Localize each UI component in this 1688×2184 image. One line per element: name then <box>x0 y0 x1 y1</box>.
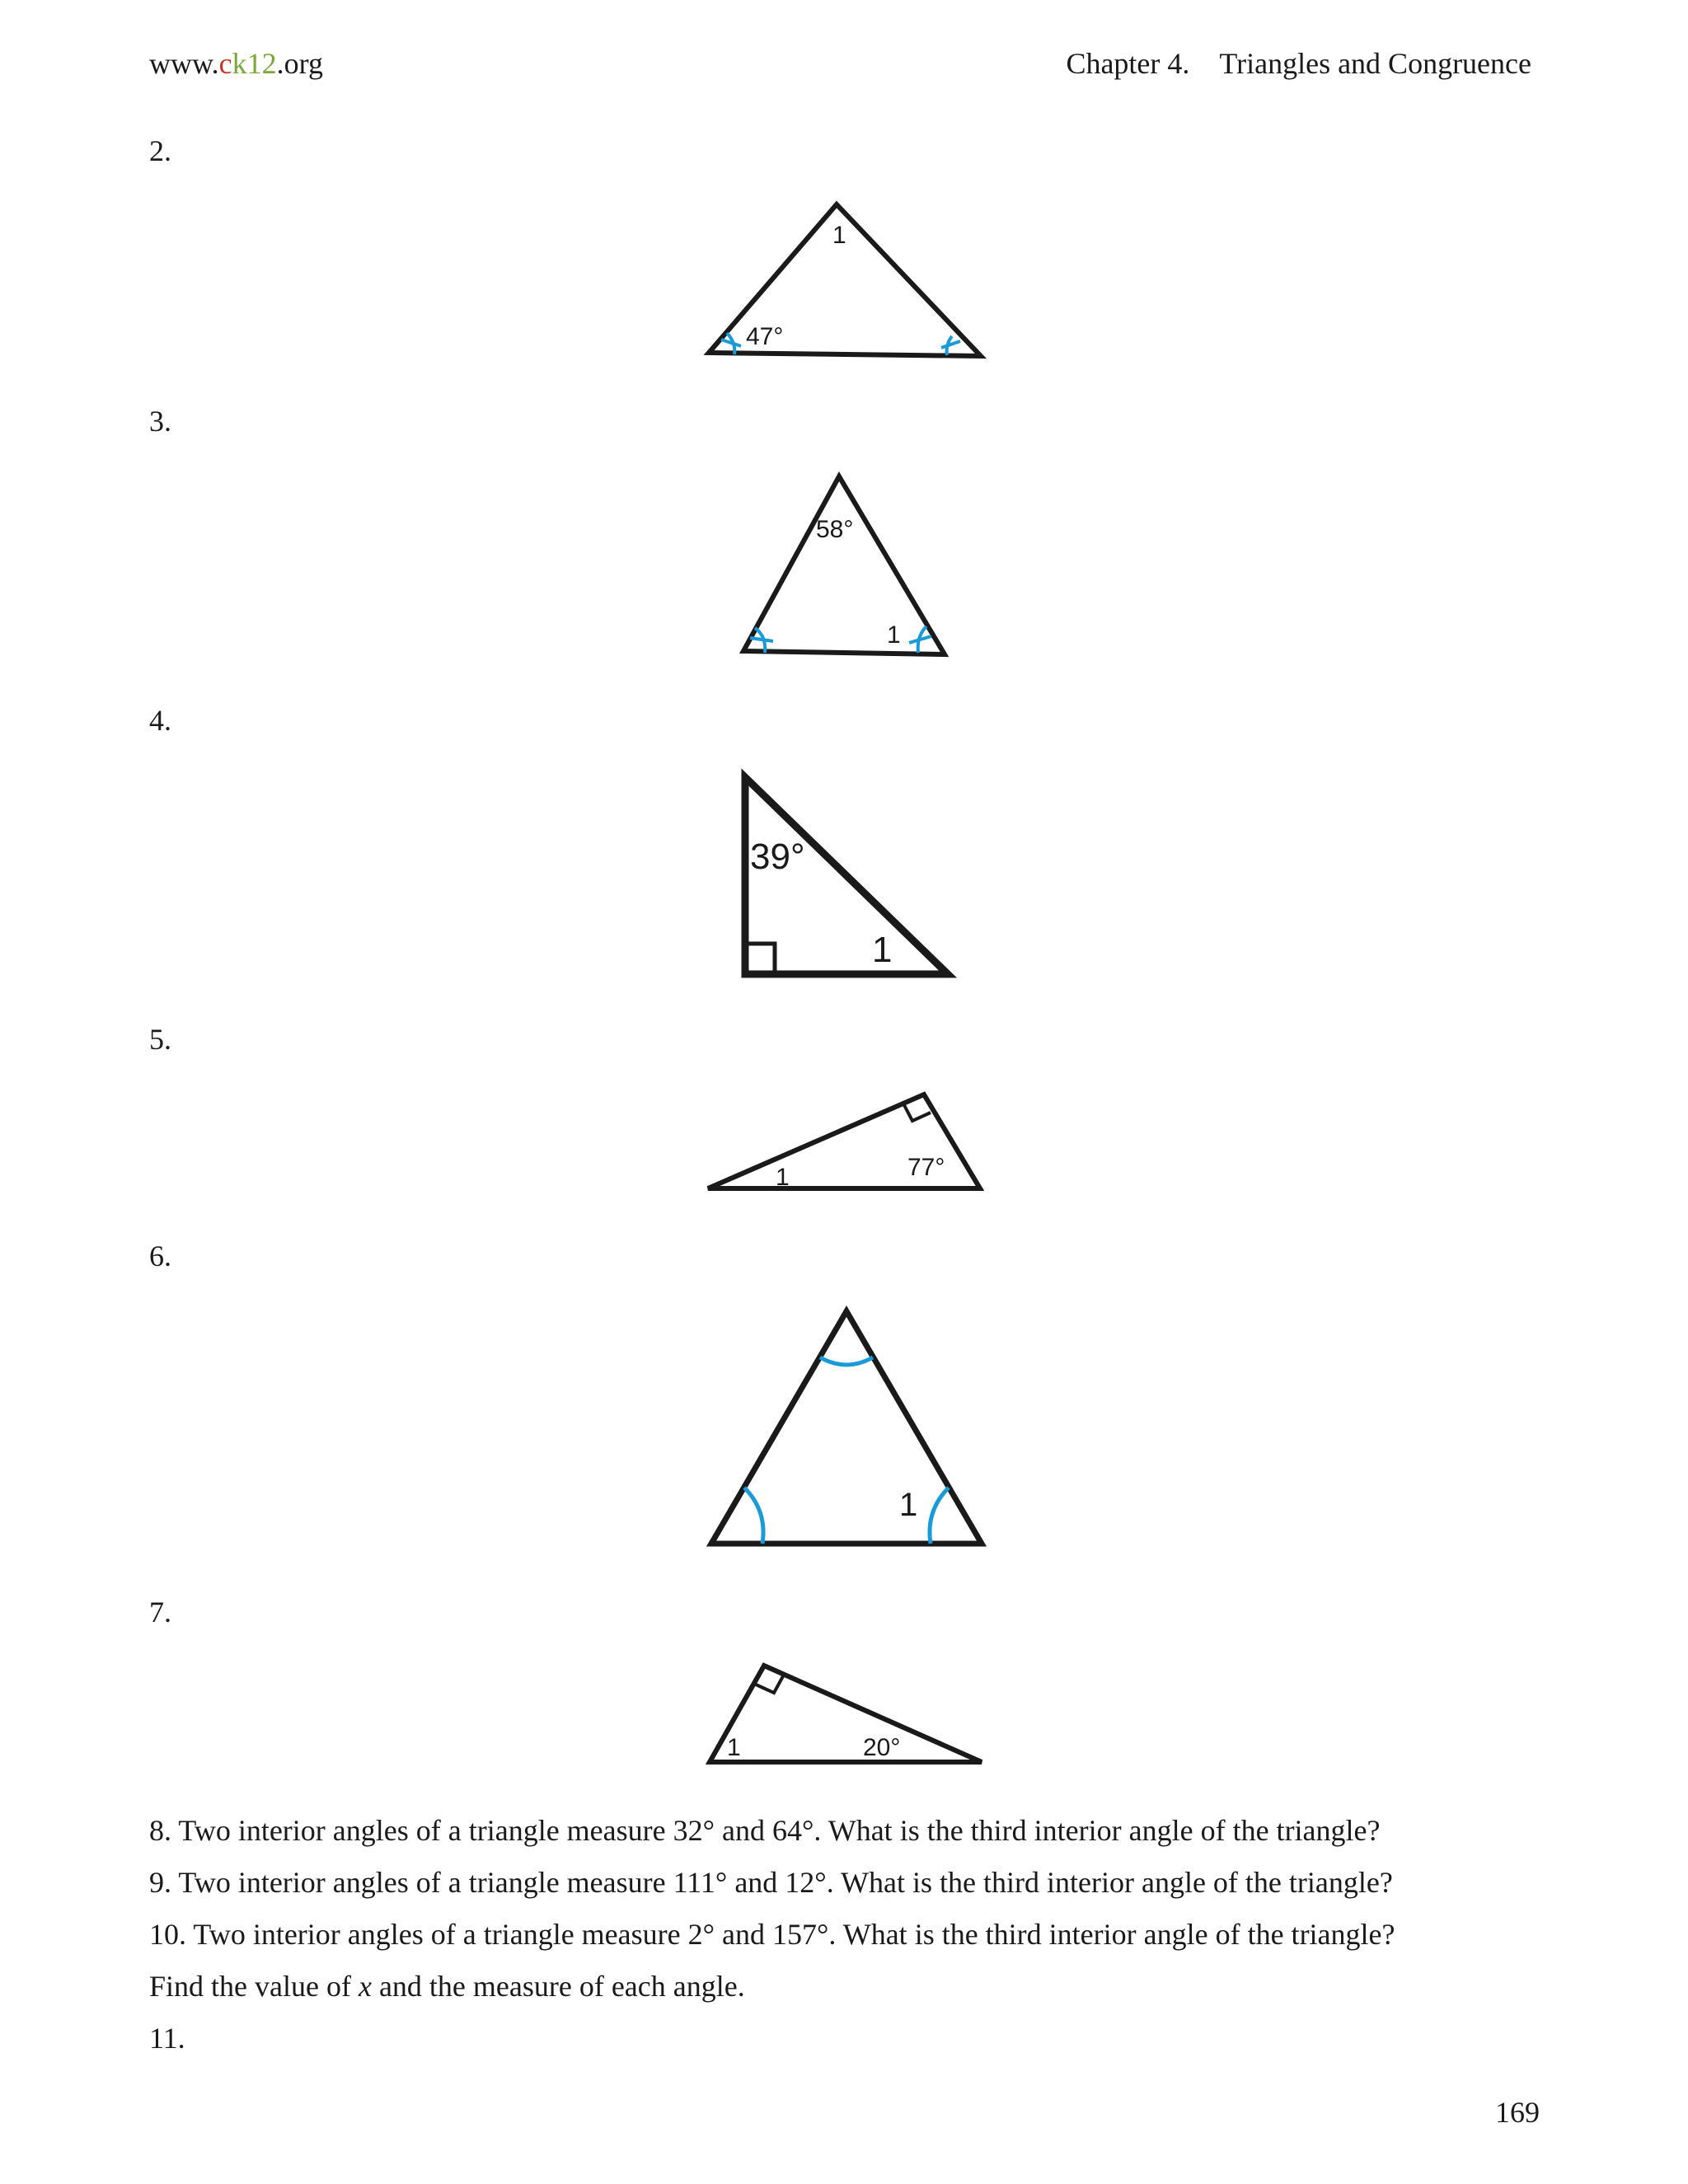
triangle-figure-4 <box>735 771 950 985</box>
problem-number-2: 2. <box>149 134 171 167</box>
site-k: k <box>232 47 247 80</box>
angle-label-5-77: 77° <box>907 1154 945 1181</box>
angle-label-7-20: 20° <box>863 1734 901 1761</box>
triangle-7-shape <box>710 1666 982 1762</box>
question-11: 11. <box>149 2022 185 2055</box>
site-prefix: www. <box>149 47 219 80</box>
right-angle-mark-5 <box>903 1104 931 1121</box>
triangle-figure-3 <box>740 471 954 661</box>
triangle-figure-7 <box>705 1661 985 1768</box>
question-9: 9. Two interior angles of a triangle measure 111° and 12°. What is the third interior angle of the triangle? <box>149 1866 1393 1899</box>
angle-label-5-1: 1 <box>776 1164 790 1191</box>
angle-arc-6-top <box>820 1357 873 1365</box>
tick-3a <box>750 638 773 641</box>
angle-label-4-39: 39° <box>750 837 805 877</box>
site-suffix: .org <box>276 47 323 80</box>
instruction-text <box>149 1969 745 2004</box>
angle-label-2-1: 1 <box>832 222 846 249</box>
angle-label-6-1: 1 <box>899 1487 918 1523</box>
right-angle-mark-4 <box>745 944 775 974</box>
problem-number-3: 3. <box>149 405 171 438</box>
triangle-figure-6 <box>705 1305 985 1552</box>
problem-number-5: 5. <box>149 1023 171 1056</box>
page-number: 169 <box>1495 2096 1540 2129</box>
site-c: c <box>218 47 232 80</box>
problem-number-6: 6. <box>149 1240 171 1272</box>
angle-arc-6-left <box>744 1488 763 1544</box>
tick-2b <box>941 341 960 348</box>
question-10: 10. Two interior angles of a triangle measure 2° and 157°. What is the third interior angle of the triangle? <box>149 1918 1395 1951</box>
chapter-title: Chapter 4. Triangles and Congruence <box>1066 47 1531 80</box>
problem-number-7: 7. <box>149 1596 171 1629</box>
angle-label-3-1: 1 <box>887 621 901 649</box>
question-8: 8. Two interior angles of a triangle measure 32° and 64°. What is the third interior angle of the triangle? <box>149 1814 1381 1847</box>
site-url[interactable] <box>149 46 323 81</box>
angle-label-3-58: 58° <box>816 516 854 543</box>
triangle-figure-2 <box>705 198 985 363</box>
triangle-6-shape <box>711 1311 982 1544</box>
problem-number-4: 4. <box>149 704 171 737</box>
angle-label-7-1: 1 <box>727 1734 741 1761</box>
instruction-variable: x <box>358 1970 372 2003</box>
angle-label-4-1: 1 <box>872 930 893 970</box>
triangle-3-shape <box>743 476 945 654</box>
triangle-figure-5 <box>705 1086 985 1193</box>
angle-arc-6-right <box>930 1488 949 1544</box>
instruction-after: and the measure of each angle. <box>371 1970 745 2003</box>
angle-label-2-47: 47° <box>746 323 784 350</box>
site-12: 12 <box>246 47 277 80</box>
instruction-before: Find the value of <box>149 1970 359 2003</box>
